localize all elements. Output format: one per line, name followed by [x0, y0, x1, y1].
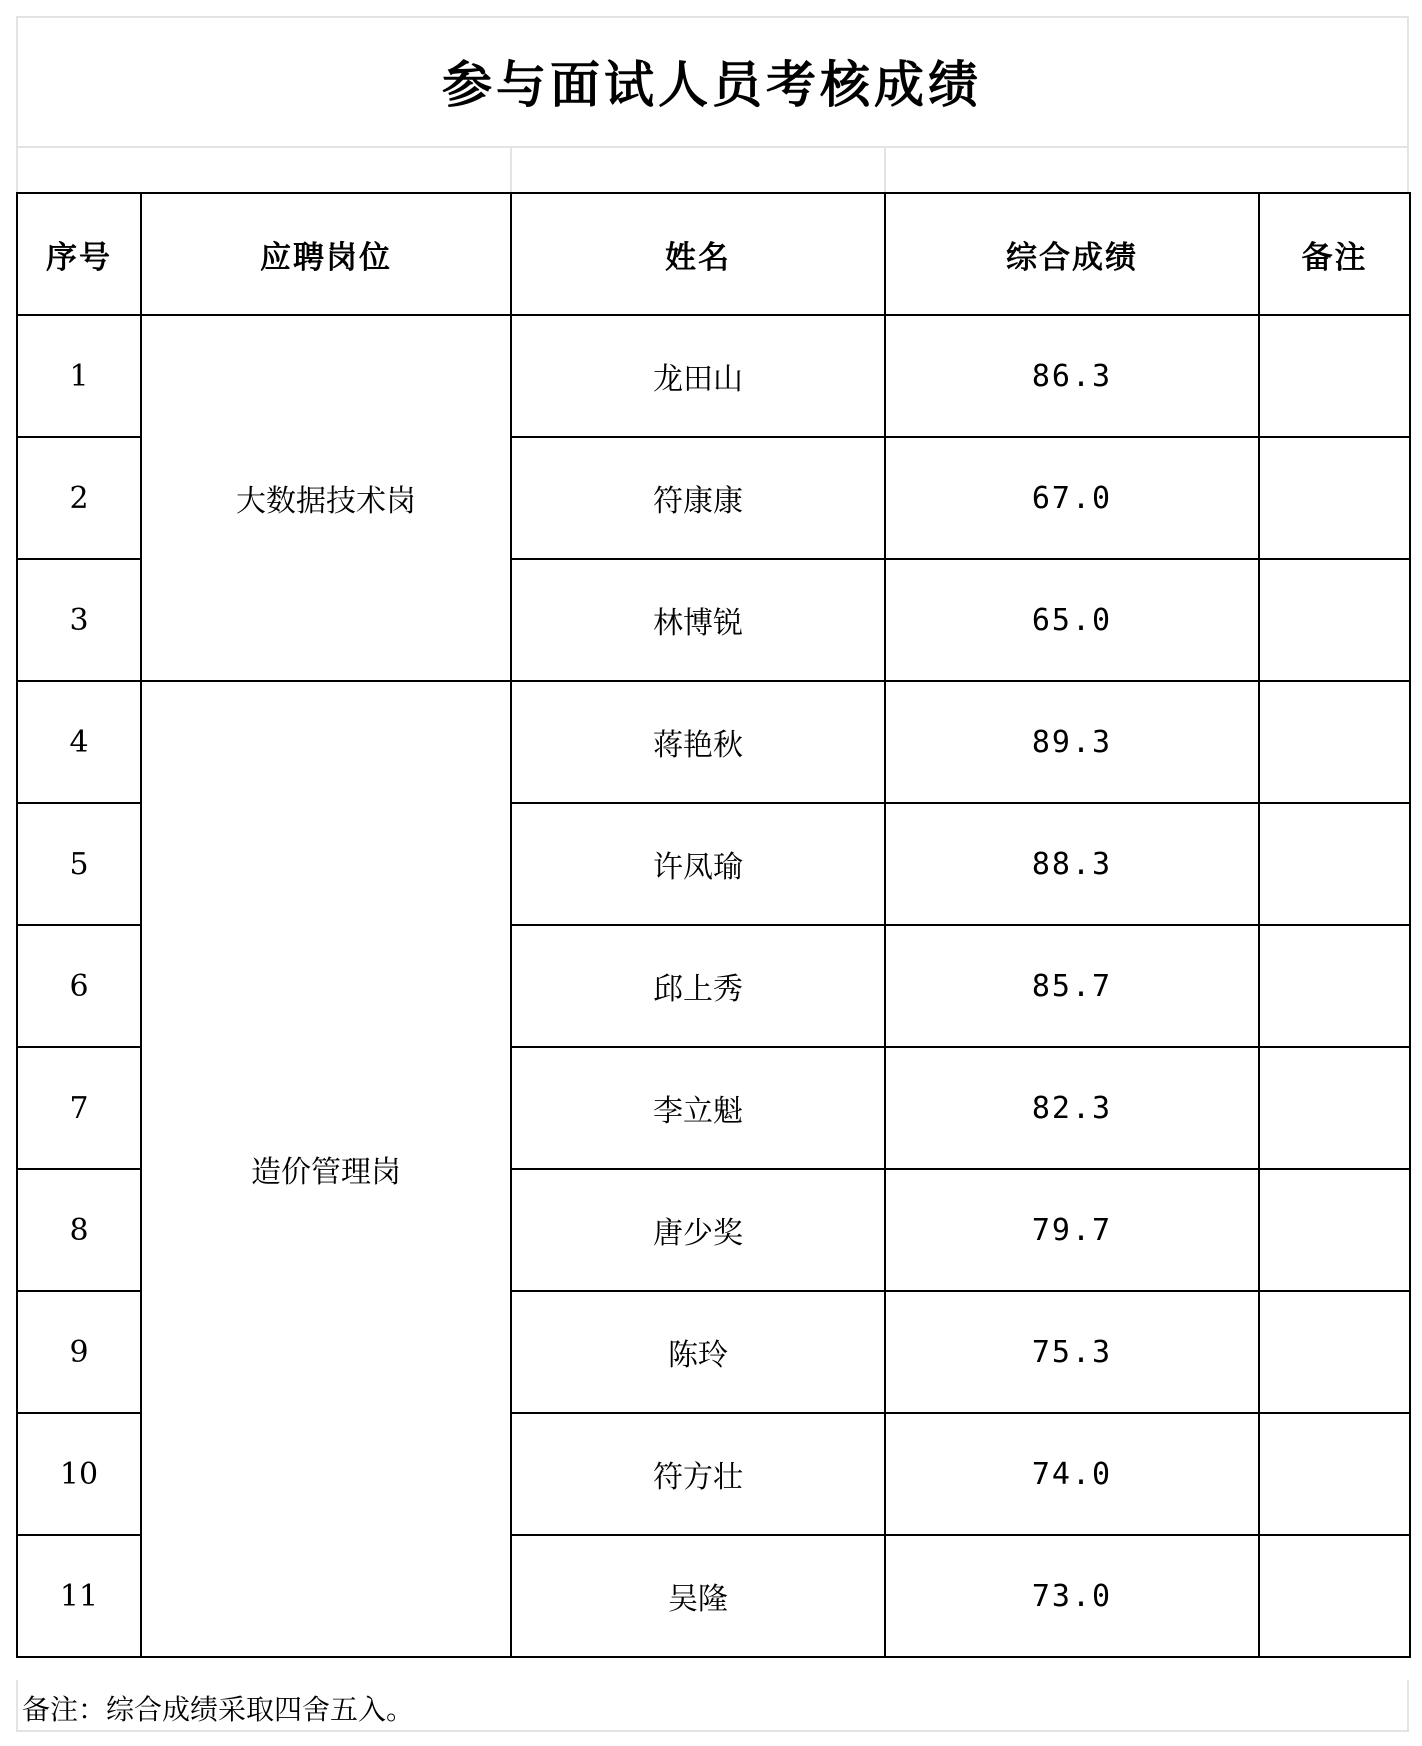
- composite-score: 74.0: [885, 1413, 1259, 1535]
- composite-score: 65.0: [885, 559, 1259, 681]
- remark-cell: [1259, 1535, 1410, 1657]
- remark-cell: [1259, 1169, 1410, 1291]
- header-position: 应聘岗位: [141, 193, 511, 315]
- composite-score: 82.3: [885, 1047, 1259, 1169]
- row-index: 4: [17, 681, 141, 803]
- composite-score: 67.0: [885, 437, 1259, 559]
- row-index: 8: [17, 1169, 141, 1291]
- position-cell: 造价管理岗: [141, 681, 511, 1657]
- composite-score: 86.3: [885, 315, 1259, 437]
- header-remark: 备注: [1259, 193, 1410, 315]
- gridline: [884, 146, 886, 192]
- gridline: [16, 146, 1409, 148]
- candidate-name: 符方壮: [511, 1413, 885, 1535]
- page-title: 参与面试人员考核成绩: [442, 56, 982, 114]
- remark-cell: [1259, 1413, 1410, 1535]
- gridline: [1407, 1680, 1409, 1732]
- candidate-name: 唐少奖: [511, 1169, 885, 1291]
- position-cell: 大数据技术岗: [141, 315, 511, 681]
- candidate-name: 龙田山: [511, 315, 885, 437]
- composite-score: 89.3: [885, 681, 1259, 803]
- scores-table: [16, 192, 1411, 1658]
- composite-score: 85.7: [885, 925, 1259, 1047]
- row-index: 9: [17, 1291, 141, 1413]
- remark-cell: [1259, 681, 1410, 803]
- remark-cell: [1259, 559, 1410, 681]
- candidate-name: 陈玲: [511, 1291, 885, 1413]
- candidate-name: 吴隆: [511, 1535, 885, 1657]
- composite-score: 79.7: [885, 1169, 1259, 1291]
- composite-score: 88.3: [885, 803, 1259, 925]
- header-index: 序号: [17, 193, 141, 315]
- footnote: 备注：综合成绩采取四舍五入。: [22, 1693, 415, 1726]
- gridline: [16, 1680, 18, 1732]
- row-index: 3: [17, 559, 141, 681]
- remark-cell: [1259, 1291, 1410, 1413]
- header-name: 姓名: [511, 193, 885, 315]
- remark-cell: [1259, 803, 1410, 925]
- candidate-name: 符康康: [511, 437, 885, 559]
- row-index: 7: [17, 1047, 141, 1169]
- candidate-name: 邱上秀: [511, 925, 885, 1047]
- gridline: [510, 146, 512, 192]
- row-index: 2: [17, 437, 141, 559]
- remark-cell: [1259, 1047, 1410, 1169]
- candidate-name: 蒋艳秋: [511, 681, 885, 803]
- candidate-name: 林博锐: [511, 559, 885, 681]
- header-score: 综合成绩: [885, 193, 1259, 315]
- candidate-name: 李立魁: [511, 1047, 885, 1169]
- remark-cell: [1259, 925, 1410, 1047]
- table-row: [17, 681, 1410, 803]
- composite-score: 73.0: [885, 1535, 1259, 1657]
- row-index: 10: [17, 1413, 141, 1535]
- row-index: 1: [17, 315, 141, 437]
- row-index: 6: [17, 925, 141, 1047]
- remark-cell: [1259, 437, 1410, 559]
- candidate-name: 许凤瑜: [511, 803, 885, 925]
- row-index: 5: [17, 803, 141, 925]
- remark-cell: [1259, 315, 1410, 437]
- row-index: 11: [17, 1535, 141, 1657]
- table-row: [17, 315, 1410, 437]
- composite-score: 75.3: [885, 1291, 1259, 1413]
- header-row: [17, 193, 1410, 315]
